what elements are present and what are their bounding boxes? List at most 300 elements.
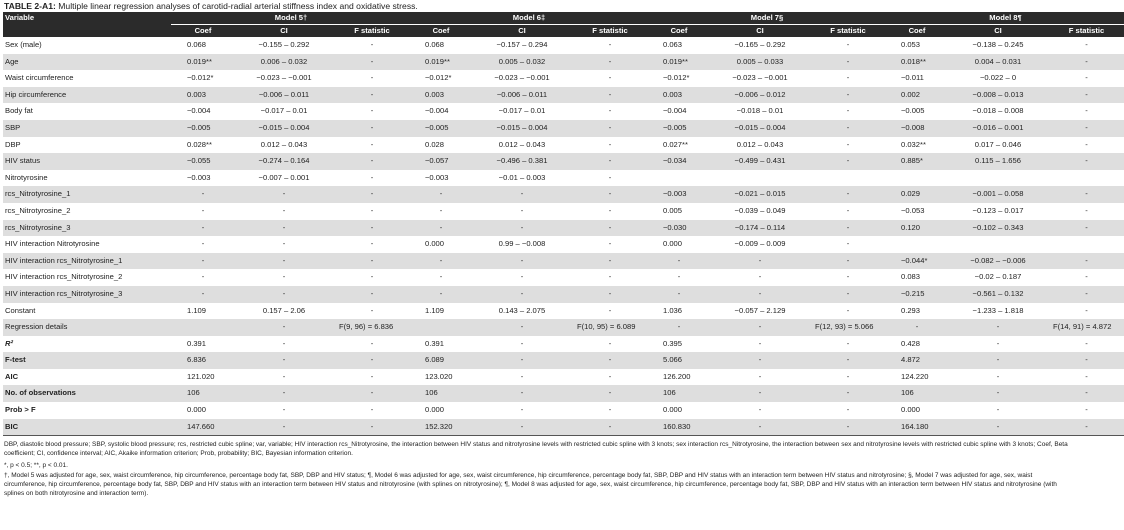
coef-cell: −0.034: [647, 153, 709, 170]
coef-cell: 0.120: [885, 220, 947, 237]
f-statistic-cell: -: [846, 205, 850, 215]
ci-cell: −0.123 – 0.017: [972, 205, 1024, 215]
coef-cell: −0.005: [171, 120, 233, 137]
row-label: R²: [5, 338, 14, 348]
f-statistic-cell: -: [370, 73, 374, 83]
table-row: [3, 170, 1124, 187]
coef-cell: 126.200: [663, 371, 691, 381]
coef-cell: -: [201, 272, 205, 282]
f-statistic-cell: -: [608, 272, 612, 282]
ci-cell: -: [709, 385, 809, 402]
f-statistic-cell: -: [809, 253, 885, 270]
table-row: [3, 137, 1124, 154]
ci-cell: −0.015 – 0.004: [471, 120, 571, 137]
header-row-subcols: [3, 25, 1124, 38]
f-statistic-cell: -: [1085, 139, 1088, 149]
ci-cell: −0.008 – 0.013: [947, 87, 1047, 104]
coef-cell: 0.000: [187, 405, 207, 415]
coef-cell: 106: [409, 385, 471, 402]
ci-cell: -: [758, 272, 762, 282]
coef-cell: −0.005: [901, 106, 925, 116]
coef-cell: 1.109: [425, 305, 445, 315]
coef-cell: -: [171, 186, 233, 203]
f-statistic-cell: -: [333, 186, 409, 203]
f-statistic-cell: -: [809, 220, 885, 237]
ci-cell: −0.155 – 0.292: [258, 40, 310, 49]
ci-cell: -: [233, 220, 333, 237]
f-statistic-cell: -: [809, 186, 885, 203]
ci-cell: 0.012 – 0.043: [736, 139, 784, 149]
f-statistic-cell: -: [571, 286, 647, 303]
ci-cell: −0.057 – 2.129: [734, 305, 786, 315]
ci-cell: −0.006 – 0.011: [233, 87, 333, 104]
coef-cell: 0.391: [425, 338, 445, 348]
coef-header: Coef: [885, 25, 947, 38]
coef-cell: -: [409, 253, 471, 270]
ci-cell: −0.01 – 0.003: [498, 172, 546, 182]
ci-cell: −0.496 – 0.381: [471, 153, 571, 170]
coef-cell: 0.083: [901, 272, 921, 282]
f-statistic-cell: -: [333, 87, 409, 104]
f-statistic-cell: -: [333, 286, 409, 303]
coef-cell: [409, 319, 471, 336]
f-statistic-cell: -: [1047, 87, 1124, 104]
coef-cell: −0.030: [647, 220, 709, 237]
f-statistic-cell: F(9, 96) = 6.836: [333, 319, 409, 336]
f-statistic-cell: -: [571, 153, 647, 170]
table-row: [3, 220, 1124, 237]
f-statistic-cell: -: [1047, 385, 1124, 402]
ci-cell: -: [947, 319, 1047, 336]
ci-header: CI: [709, 25, 809, 38]
ci-cell: -: [709, 286, 809, 303]
coef-cell: 0.000: [425, 239, 445, 249]
coef-cell: −0.005: [409, 120, 471, 137]
f-statistic-cell: -: [1085, 338, 1088, 348]
ci-cell: -: [233, 286, 333, 303]
coef-cell: 0.000: [663, 239, 683, 249]
ci-cell: 0.143 – 2.075: [498, 305, 546, 315]
coef-cell: 0.428: [901, 338, 921, 348]
ci-cell: -: [233, 319, 333, 336]
variable-header: Variable: [3, 12, 171, 25]
f-statistic-cell: -: [333, 352, 409, 369]
coef-header: Coef: [647, 25, 709, 38]
row-label: Regression details: [3, 319, 171, 336]
f-statistic-header: F statistic: [1047, 25, 1124, 38]
coef-cell: 0.000: [425, 405, 445, 415]
f-statistic-cell: -: [370, 40, 374, 49]
ci-cell: −0.006 – 0.011: [471, 87, 571, 104]
coef-cell: 6.089: [409, 352, 471, 369]
ci-cell: -: [471, 186, 571, 203]
f-statistic-cell: -: [1085, 405, 1088, 415]
ci-cell: 0.157 – 2.06: [262, 305, 306, 315]
coef-cell: −0.012*: [187, 73, 214, 83]
coef-cell: [171, 319, 233, 336]
f-statistic-cell: -: [846, 272, 850, 282]
ci-cell: −0.016 – 0.001: [947, 120, 1047, 137]
table-row: [3, 419, 1124, 436]
coef-header: Coef: [171, 25, 233, 38]
coef-cell: 0.068: [425, 40, 445, 49]
f-statistic-cell: -: [809, 286, 885, 303]
ci-cell: -: [709, 253, 809, 270]
table-row: [3, 286, 1124, 303]
ci-cell: -: [233, 186, 333, 203]
table-footnotes: [3, 436, 1074, 498]
coef-cell: 1.036: [663, 305, 683, 315]
model-5-header: Model 5†: [171, 12, 409, 25]
coef-cell: 152.320: [409, 419, 471, 436]
coef-cell: −0.003: [425, 172, 449, 182]
table-row: [3, 319, 1124, 336]
coef-cell: 147.660: [171, 419, 233, 436]
ci-cell: -: [282, 205, 286, 215]
ci-cell: -: [471, 385, 571, 402]
coef-cell: -: [439, 205, 443, 215]
table-row: [3, 236, 1124, 253]
f-statistic-cell: -: [1085, 371, 1088, 381]
regression-table: [3, 12, 1124, 436]
coef-cell: 0.000: [663, 405, 683, 415]
f-statistic-cell: -: [608, 305, 612, 315]
coef-cell: -: [201, 205, 205, 215]
coef-cell: 0.027**: [663, 139, 688, 149]
row-label: Hip circumference: [3, 87, 171, 104]
coef-cell: -: [647, 319, 709, 336]
f-statistic-cell: -: [809, 153, 885, 170]
ci-cell: -: [471, 286, 571, 303]
coef-cell: -: [885, 319, 947, 336]
ci-cell: −0.018 – 0.01: [736, 106, 784, 116]
ci-cell: -: [471, 253, 571, 270]
ci-cell: −0.138 – 0.245: [972, 40, 1024, 49]
f-statistic-cell: -: [571, 120, 647, 137]
row-label: rcs_Nitrotyrosine_1: [3, 186, 171, 203]
table-container: [3, 0, 1112, 498]
coef-cell: [885, 236, 947, 253]
f-statistic-cell: -: [608, 106, 612, 116]
ci-cell: −0.018 – 0.008: [972, 106, 1024, 116]
coef-cell: 124.220: [901, 371, 929, 381]
ci-cell: −0.157 – 0.294: [496, 40, 548, 49]
coef-cell: −0.003: [187, 172, 211, 182]
coef-cell: −0.005: [647, 120, 709, 137]
coef-cell: -: [439, 272, 443, 282]
row-label: HIV interaction rcs_Nitrotyrosine_3: [3, 286, 171, 303]
ci-cell: -: [282, 371, 286, 381]
ci-cell: −0.023 – −0.001: [494, 73, 550, 83]
ci-cell: -: [471, 419, 571, 436]
table-row: [3, 352, 1124, 369]
coef-cell: -: [409, 186, 471, 203]
f-statistic-cell: -: [333, 54, 409, 71]
f-statistic-cell: -: [608, 172, 612, 182]
row-label: F-test: [3, 352, 171, 369]
coef-cell: 164.180: [885, 419, 947, 436]
ci-cell: −0.02 – 0.187: [974, 272, 1022, 282]
f-statistic-cell: -: [846, 139, 850, 149]
coef-cell: -: [171, 220, 233, 237]
ci-cell: -: [520, 205, 524, 215]
ci-cell: [709, 170, 809, 187]
f-statistic-header: F statistic: [571, 25, 647, 38]
ci-cell: -: [520, 371, 524, 381]
coef-cell: 106: [647, 385, 709, 402]
ci-cell: -: [947, 385, 1047, 402]
ci-cell: −0.102 – 0.343: [947, 220, 1047, 237]
model-7-header: Model 7§: [647, 12, 885, 25]
header-row-models: [3, 12, 1124, 25]
coef-cell: -: [409, 286, 471, 303]
ci-cell: 0.005 – 0.033: [709, 54, 809, 71]
ci-cell: 0.005 – 0.032: [471, 54, 571, 71]
ci-cell: -: [233, 253, 333, 270]
f-statistic-cell: -: [809, 385, 885, 402]
f-statistic-cell: -: [846, 371, 850, 381]
row-label: HIV interaction rcs_Nitrotyrosine_1: [3, 253, 171, 270]
row-label: DBP: [5, 139, 21, 149]
coef-cell: −0.044*: [885, 253, 947, 270]
f-statistic-cell: -: [608, 205, 612, 215]
coef-cell: 0.002: [885, 87, 947, 104]
f-statistic-cell: [1047, 170, 1124, 187]
ci-cell: -: [282, 338, 286, 348]
table-row: [3, 87, 1124, 104]
ci-cell: -: [758, 371, 762, 381]
f-statistic-cell: -: [333, 253, 409, 270]
f-statistic-cell: -: [809, 54, 885, 71]
table-row: [3, 336, 1124, 353]
ci-cell: −0.009 – 0.009: [734, 239, 786, 249]
model-8-header: Model 8¶: [885, 12, 1124, 25]
f-statistic-cell: -: [608, 239, 612, 249]
caption-label: TABLE 2-A1:: [4, 1, 56, 11]
row-label: SBP: [3, 120, 171, 137]
ci-cell: [947, 236, 1047, 253]
ci-cell: -: [282, 272, 286, 282]
f-statistic-cell: -: [1047, 419, 1124, 436]
f-statistic-cell: -: [1047, 186, 1124, 203]
ci-cell: 0.004 – 0.031: [947, 54, 1047, 71]
f-statistic-cell: -: [571, 419, 647, 436]
coef-cell: −0.055: [171, 153, 233, 170]
ci-cell: −0.165 – 0.292: [734, 40, 786, 49]
f-statistic-cell: -: [333, 220, 409, 237]
ci-cell: [947, 170, 1047, 187]
ci-cell: -: [471, 319, 571, 336]
f-statistic-cell: -: [370, 305, 374, 315]
ci-cell: −0.015 – 0.004: [709, 120, 809, 137]
f-statistic-cell: -: [370, 172, 374, 182]
f-statistic-cell: -: [608, 40, 612, 49]
ci-cell: -: [233, 419, 333, 436]
f-statistic-cell: -: [1047, 54, 1124, 71]
table-caption: [3, 0, 1074, 12]
ci-cell: −0.023 – −0.001: [256, 73, 312, 83]
coef-cell: 0.003: [171, 87, 233, 104]
f-statistic-cell: -: [809, 352, 885, 369]
model-6-header: Model 6‡: [409, 12, 647, 25]
f-statistic-cell: -: [571, 253, 647, 270]
coef-cell: -: [171, 286, 233, 303]
f-statistic-cell: -: [370, 239, 374, 249]
row-label: HIV interaction rcs_Nitrotyrosine_2: [5, 272, 123, 282]
ci-cell: −0.007 – 0.001: [258, 172, 310, 182]
row-label: No. of observations: [3, 385, 171, 402]
coef-cell: 1.109: [187, 305, 207, 315]
row-label: Sex (male): [5, 40, 42, 49]
table-row: [3, 203, 1124, 220]
coef-cell: [647, 170, 709, 187]
f-statistic-cell: -: [1047, 352, 1124, 369]
ci-cell: -: [471, 220, 571, 237]
ci-cell: -: [758, 405, 762, 415]
f-statistic-cell: -: [809, 419, 885, 436]
caption-text: Multiple linear regression analyses of carotid-radial arterial stiffness index and oxidative stress.: [55, 1, 418, 11]
coef-cell: −0.053: [901, 205, 925, 215]
coef-cell: 4.872: [885, 352, 947, 369]
f-statistic-header: F statistic: [809, 25, 885, 38]
coef-cell: −0.004: [187, 106, 211, 116]
f-statistic-cell: -: [571, 352, 647, 369]
footnote-abbreviations: DBP, diastolic blood pressure; SBP, systolic blood pressure; rcs, restricted cubic spline; var, variable; HIV interaction rcs_Nitrotyrosine, the interaction between HIV status and nitrotyrosine levels with restricted cubic spline with 3 knots; sex interaction rcs_Nitrotyrosine, the interaction between sex and nitrotyrosine levels with restricted cubic spline with 3 knots; Coef, Beta coefficient; CI, confidence interval; AIC, Akaike information criterion; Prob, probability; BIC, Bayesian information criterion.: [4, 441, 1068, 458]
coef-cell: -: [647, 286, 709, 303]
ci-cell: −0.082 – −0.006: [947, 253, 1047, 270]
ci-cell: −0.017 – 0.01: [498, 106, 546, 116]
coef-cell: -: [201, 239, 205, 249]
coef-cell: [885, 170, 947, 187]
coef-cell: −0.004: [425, 106, 449, 116]
coef-cell: 0.063: [663, 40, 683, 49]
f-statistic-cell: -: [1047, 153, 1124, 170]
ci-cell: 0.115 – 1.656: [947, 153, 1047, 170]
f-statistic-cell: -: [846, 73, 850, 83]
f-statistic-cell: -: [1085, 106, 1088, 116]
ci-cell: −0.017 – 0.01: [260, 106, 308, 116]
coef-cell: 0.029: [885, 186, 947, 203]
coef-cell: 106: [885, 385, 947, 402]
f-statistic-cell: F(10, 95) = 6.089: [571, 319, 647, 336]
f-statistic-cell: -: [1085, 272, 1088, 282]
table-row: [3, 303, 1124, 320]
row-label: Age: [3, 54, 171, 71]
f-statistic-header: F statistic: [333, 25, 409, 38]
row-label: Nitrotyrosine: [5, 172, 48, 182]
coef-cell: −0.003: [647, 186, 709, 203]
row-label: BIC: [3, 419, 171, 436]
row-label: rcs_Nitrotyrosine_2: [5, 205, 71, 215]
f-statistic-cell: -: [608, 73, 612, 83]
ci-cell: -: [282, 239, 286, 249]
ci-cell: −0.022 – 0: [979, 73, 1017, 83]
f-statistic-cell: -: [1085, 305, 1088, 315]
coef-cell: −0.012*: [425, 73, 452, 83]
coef-cell: 0.032**: [901, 139, 926, 149]
f-statistic-cell: -: [1047, 220, 1124, 237]
ci-cell: -: [520, 272, 524, 282]
f-statistic-cell: -: [571, 54, 647, 71]
f-statistic-cell: -: [1085, 40, 1088, 49]
ci-header: CI: [947, 25, 1047, 38]
ci-cell: -: [709, 352, 809, 369]
coef-cell: −0.008: [885, 120, 947, 137]
coef-cell: 0.003: [647, 87, 709, 104]
f-statistic-cell: -: [333, 153, 409, 170]
f-statistic-cell: -: [1085, 205, 1088, 215]
ci-cell: -: [233, 385, 333, 402]
coef-cell: 0.068: [187, 40, 207, 49]
coef-cell: 0.018**: [885, 54, 947, 71]
f-statistic-cell: -: [1047, 286, 1124, 303]
coef-cell: −0.057: [409, 153, 471, 170]
row-label: AIC: [5, 371, 19, 381]
f-statistic-cell: -: [571, 87, 647, 104]
ci-cell: −0.015 – 0.004: [233, 120, 333, 137]
table-row: [3, 120, 1124, 137]
f-statistic-cell: -: [333, 120, 409, 137]
f-statistic-cell: -: [1085, 73, 1088, 83]
coef-header: Coef: [409, 25, 471, 38]
f-statistic-cell: -: [370, 405, 374, 415]
f-statistic-cell: -: [608, 405, 612, 415]
ci-cell: -: [709, 419, 809, 436]
f-statistic-cell: -: [809, 120, 885, 137]
coef-cell: 0.019**: [409, 54, 471, 71]
row-label: HIV status: [3, 153, 171, 170]
f-statistic-cell: -: [846, 405, 850, 415]
f-statistic-cell: -: [846, 106, 850, 116]
coef-cell: 0.885*: [885, 153, 947, 170]
table-row: [3, 269, 1124, 286]
coef-cell: −0.011: [901, 73, 924, 83]
f-statistic-cell: -: [846, 305, 850, 315]
coef-cell: 0.395: [663, 338, 683, 348]
f-statistic-cell: -: [370, 272, 374, 282]
row-label: Constant: [5, 305, 36, 315]
ci-cell: -: [520, 405, 524, 415]
coef-cell: 160.830: [647, 419, 709, 436]
ci-cell: −1.233 – 1.818: [972, 305, 1024, 315]
ci-cell: −0.039 – 0.049: [734, 205, 786, 215]
ci-cell: -: [996, 405, 1000, 415]
coef-cell: 0.000: [901, 405, 921, 415]
coef-cell: 0.005: [663, 205, 683, 215]
ci-cell: −0.274 – 0.164: [233, 153, 333, 170]
row-label: Body fat: [5, 106, 33, 116]
ci-cell: 0.017 – 0.046: [974, 139, 1022, 149]
row-label: Waist circumference: [5, 73, 74, 83]
coef-cell: -: [409, 220, 471, 237]
table-row: [3, 385, 1124, 402]
ci-cell: -: [520, 338, 524, 348]
ci-cell: -: [947, 419, 1047, 436]
ci-cell: -: [947, 352, 1047, 369]
coef-cell: 0.391: [187, 338, 207, 348]
ci-cell: 0.006 – 0.032: [233, 54, 333, 71]
f-statistic-cell: -: [333, 419, 409, 436]
f-statistic-cell: -: [608, 371, 612, 381]
f-statistic-cell: -: [571, 220, 647, 237]
footnote-significance: *, p < 0.5; **, p < 0.01.: [4, 461, 68, 469]
table-row: [3, 186, 1124, 203]
coef-cell: 0.019**: [171, 54, 233, 71]
ci-cell: -: [709, 319, 809, 336]
coef-cell: 5.066: [647, 352, 709, 369]
coef-cell: −0.004: [663, 106, 687, 116]
ci-cell: −0.561 – 0.132: [947, 286, 1047, 303]
